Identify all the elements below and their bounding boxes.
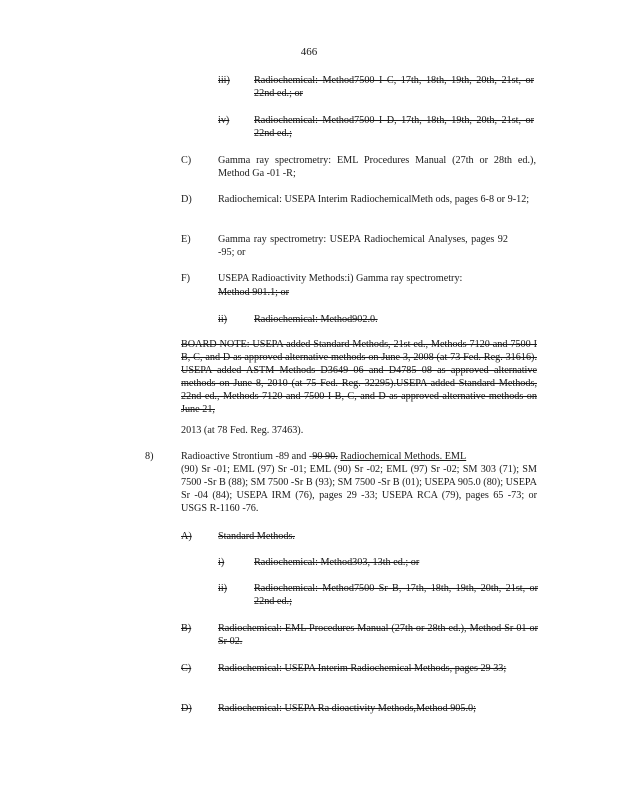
item-label: C)	[181, 155, 192, 166]
page-number: 466	[300, 46, 318, 58]
strontium-methods: (90) Sr -01; EML (97) Sr -01; EML (90) Sr -02; EML (97) Sr -02; SM 303 (71); SM 7500 -Sr B (88); SM 7500 -Sr B (93); SM 7500 -Sr B (01); USEPA 905.0 (80); USEPA Sr -04 (84); USEPA IRM (76), pages 29 -33; USEPA RCA (79), pages 65 -73; or USGS R-1160 -76.	[181, 464, 537, 514]
item-label: 8)	[145, 451, 154, 462]
item-text: Radiochemical: Method303, 13th ed.; or	[254, 557, 420, 568]
board-note: BOARD NOTE: USEPA added Standard Methods, 21st ed., Methods 7120 and 7500 I B, C, and D as approved alternative methods on June 3, 2008 (at 73 Fed. Reg. 31616). USEPA added ASTM Methods D3649 06 and D4785 08 as approved alternative methods on June 8, 2010 (at 75 Fed. Reg. 32295).USEPA added Standard Methods, 22nd ed., Methods 7120 and 7500 I B, C, and D as approved alternative methods on June 21,	[181, 339, 537, 415]
item-text: Standard Methods.	[218, 531, 295, 542]
item-text: Radiochemical: USEPA Ra dioactivity Methods,Method 905.0;	[218, 703, 476, 714]
strontium-heading-start: Radioactive Strontium -89 and -	[181, 451, 313, 462]
item-text: Radiochemical: EML Procedures Manual (27th or 28th ed.), Method Sr 01 or Sr 02.	[218, 623, 538, 647]
item-text: USEPA Radioactivity Methods:i) Gamma ray spectrometry:	[218, 273, 463, 284]
item-label: D)	[181, 194, 192, 205]
item-label: F)	[181, 273, 191, 284]
item-label: A)	[181, 531, 192, 542]
item-text: Radiochemical: Method7500 Sr B, 17th, 18th, 19th, 20th, 21st, or 22nd ed.;	[254, 583, 538, 607]
strontium-heading	[181, 450, 537, 463]
item-text: Method 901.1; or	[218, 287, 290, 298]
item-label: ii)	[218, 583, 228, 594]
item-text: Radiochemical: Method902.0.	[254, 314, 378, 325]
item-label: iii)	[218, 75, 230, 86]
item-text: Radiochemical: Method7500 I C, 17th, 18th, 19th, 20th, 21st, or 22nd ed.; or	[254, 75, 534, 99]
item-text: Radiochemical: USEPA Interim RadiochemicalMeth ods, pages 6-8 or 9-12;	[218, 194, 530, 205]
strontium-deleted: 90 90.	[312, 451, 338, 462]
item-label: ii)	[218, 314, 228, 325]
item-label: i)	[218, 557, 225, 568]
item-text: Radiochemical: USEPA Interim Radiochemical Methods, pages 29 33;	[218, 663, 507, 674]
item-label: iv)	[218, 115, 230, 126]
item-label: E)	[181, 234, 191, 245]
strontium-heading-inserted: Radiochemical Methods. EML	[340, 451, 467, 462]
item-label: D)	[181, 703, 192, 714]
item-label: B)	[181, 623, 192, 634]
item-text: Gamma ray spectrometry: USEPA Radiochemical Analyses, pages 92 -95; or	[218, 234, 508, 258]
item-text: Gamma ray spectrometry: EML Procedures Manual (27th or 28th ed.), Method Ga -01 -R;	[218, 155, 536, 179]
board-note-citation: 2013 (at 78 Fed. Reg. 37463).	[181, 425, 304, 436]
item-text: Radiochemical: Method7500 I D, 17th, 18th, 19th, 20th, 21st, or 22nd ed.;	[254, 115, 534, 139]
item-label: C)	[181, 663, 192, 674]
